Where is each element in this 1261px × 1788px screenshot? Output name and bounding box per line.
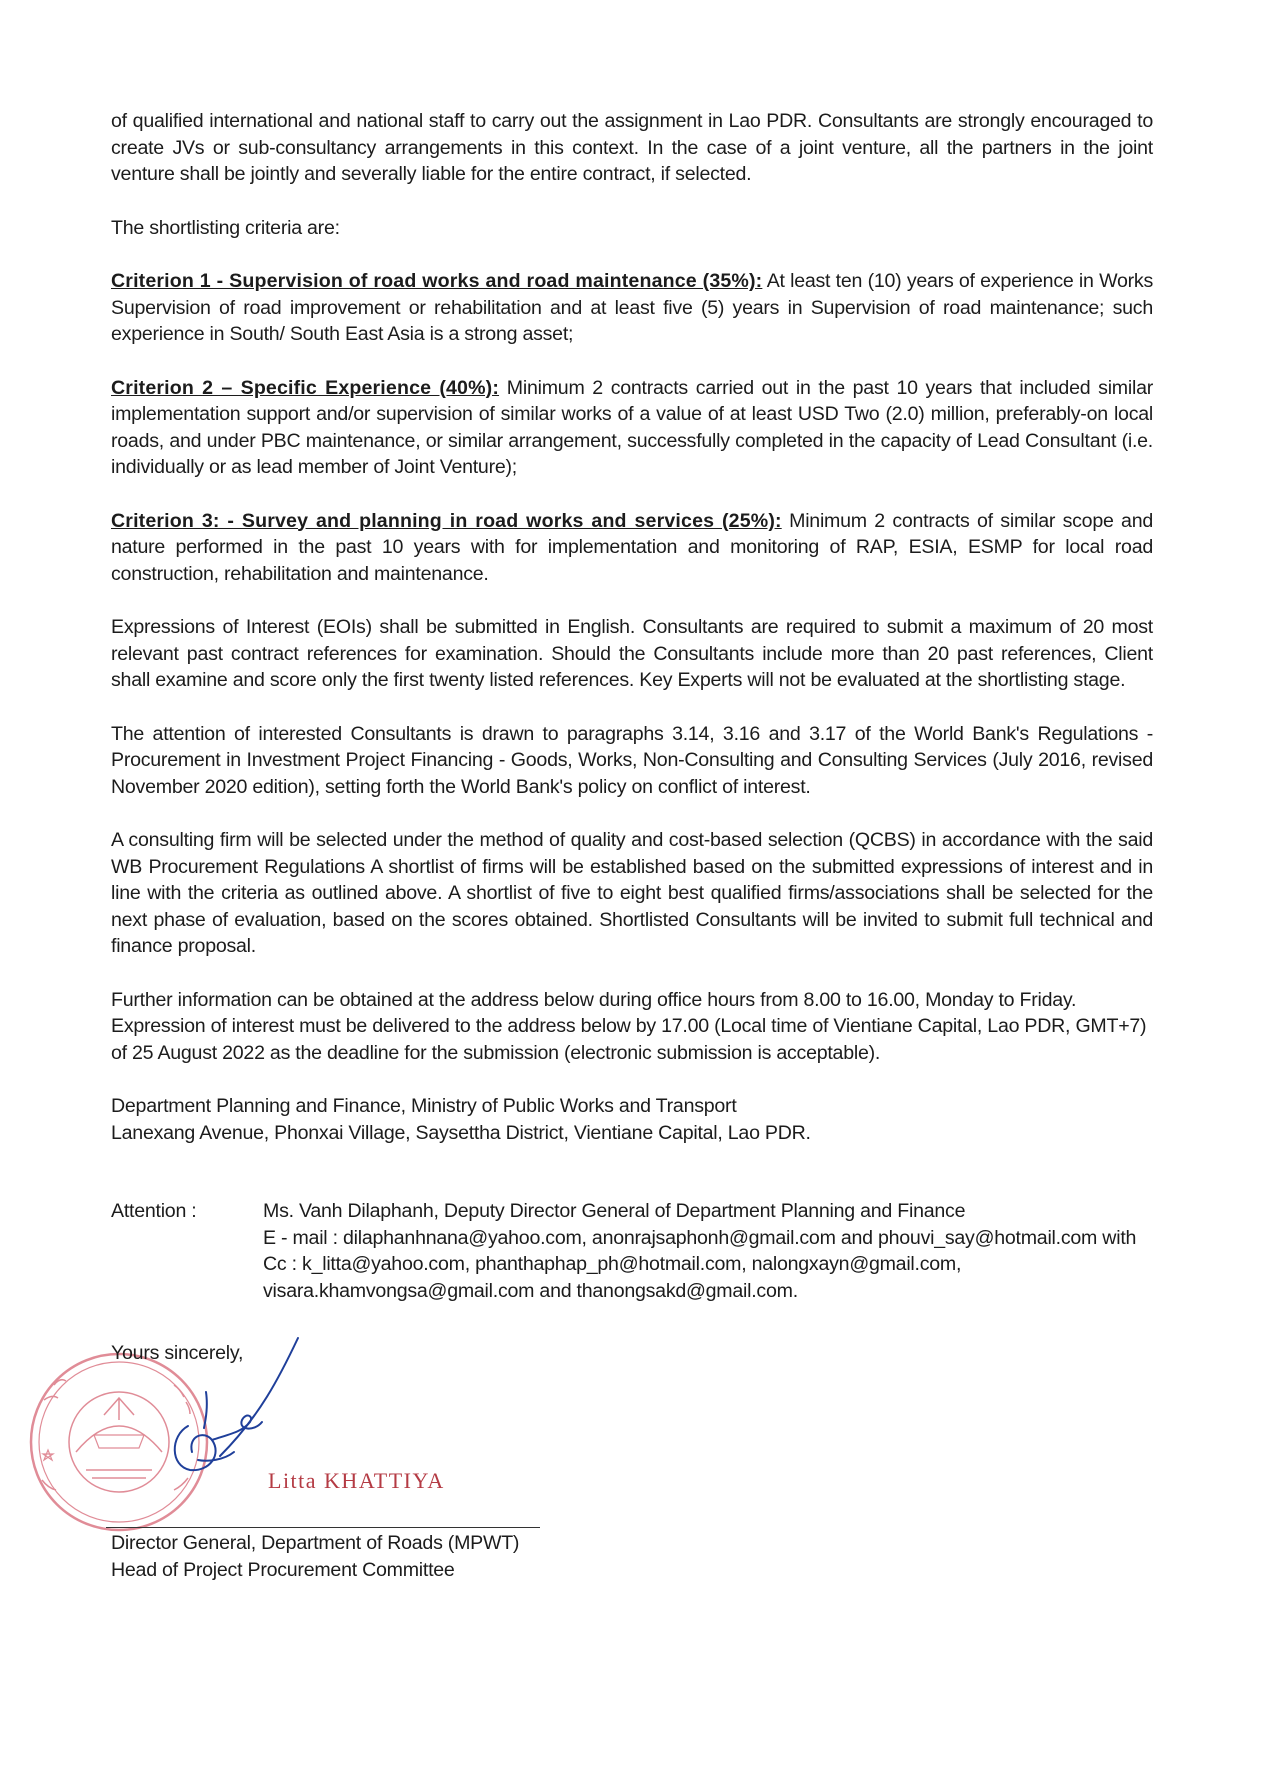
criterion-1-label: Criterion 1 - Supervision of road works and road maintenance (35%): bbox=[111, 270, 763, 292]
attention-email: E - mail : dilaphanhnana@yahoo.com, anonrajsaphonh@gmail.com and phouvi_say@hotmail.com with bbox=[263, 1226, 1137, 1249]
attention-label: Attention : bbox=[111, 1200, 197, 1222]
criterion-3-label: Criterion 3: - Survey and planning in road works and services (25%): bbox=[111, 509, 782, 532]
signatory-title: Director General, Department of Roads (MPWT) bbox=[111, 1532, 520, 1554]
address-block bbox=[111, 1093, 1153, 1146]
eoi-paragraph: Expressions of Interest (EOIs) shall be submitted in English. Consultants are required to submit a maximum of 20 most relevant past contract references for examination. Should the Consultants include more than 20 past references, Client shall examine and score only the first twenty listed references. Key Experts will not be evaluated at the shortlisting stage. bbox=[111, 616, 1153, 691]
address-line-1: Department Planning and Finance, Ministry of Public Works and Transport bbox=[111, 1095, 737, 1117]
criterion-1-text: At least ten (10) years of experience in Works Supervision of road improvement or rehabilitation and at least five (5) years in Supervision of road maintenance; such experience in South/ South East Asia is a strong asset; bbox=[111, 270, 1153, 345]
criterion-2-label: Criterion 2 – Specific Experience (40%): bbox=[111, 376, 500, 399]
selection-method-paragraph: A consulting firm will be selected under the method of quality and cost-based selection (QCBS) in accordance with the said WB Procurement Regulations A shortlist of firms will be established based on the submitted expressions of interest and in line with the criteria as outlined above. A shortlist of five to eight best qualified firms/associations shall be selected for the next phase of evaluation, based on the scores obtained. Shortlisted Consultants will be invited to submit full technical and finance proposal. bbox=[111, 829, 1153, 957]
intro-paragraph: of qualified international and national staff to carry out the assignment in Lao PDR. Consultants are strongly encouraged to create JVs or sub-consultancy arrangements in this context. In the case of a joint venture, all the partners in the joint venture shall be jointly and severally liable for the entire contract, if selected. bbox=[111, 110, 1153, 185]
letter-body bbox=[111, 108, 1153, 1304]
attention-contact: Ms. Vanh Dilaphanh, Deputy Director General of Department Planning and Finance bbox=[263, 1200, 966, 1222]
criteria-heading: The shortlisting criteria are: bbox=[111, 216, 340, 239]
conflict-of-interest-paragraph: The attention of interested Consultants is drawn to paragraphs 3.14, 3.16 and 3.17 of the World Bank's Regulations - Procurement in Investment Project Financing - Goods, Works, Non-Consulting and Consulting Services (July 2016, revised November 2020 edition), setting forth the World Bank's policy on conflict of interest. bbox=[111, 722, 1153, 798]
attention-cc-continued: visara.khamvongsa@gmail.com and thanongsakd@gmail.com. bbox=[263, 1279, 798, 1302]
criterion-2-text: Minimum 2 contracts carried out in the past 10 years that included similar implementation support and/or supervision of similar works of a value of at least USD Two (2.0) million, preferably-on local roads, and under PBC maintenance, or similar arrangement, successfully completed in the capacity of Lead Consultant (i.e. individually or as lead member of Joint Venture); bbox=[111, 376, 1153, 478]
signature-line bbox=[106, 1527, 540, 1528]
signatory-block bbox=[111, 1530, 519, 1583]
criterion-3 bbox=[111, 508, 1153, 588]
attention-lines bbox=[263, 1198, 1136, 1304]
signatory-name: Litta KHATTIYA bbox=[268, 1468, 445, 1493]
submission-deadline-paragraph: Further information can be obtained at the address below during office hours from 8.00 to 16.00, Monday to Friday. Expression of interest must be delivered to the address below by 17.00 (Local time of Vientiane Capital, Lao PDR, GMT+7) of 25 August 2022 as the deadline for the submission (electronic submission is acceptable). bbox=[111, 988, 1147, 1064]
address-line-2: Lanexang Avenue, Phonxai Village, Saysettha District, Vientiane Capital, Lao PDR. bbox=[111, 1121, 811, 1144]
attention-cc: Cc : k_litta@yahoo.com, phanthaphap_ph@hotmail.com, nalongxayn@gmail.com, bbox=[263, 1253, 962, 1275]
criterion-3-text: Minimum 2 contracts of similar scope and nature performed in the past 10 years with for implementation and monitoring of RAP, ESIA, ESMP for local road construction, rehabilitation and maintenance. bbox=[111, 509, 1153, 585]
signatory-role: Head of Project Procurement Committee bbox=[111, 1558, 455, 1581]
attention-block bbox=[111, 1198, 1153, 1304]
criterion-2 bbox=[111, 375, 1153, 481]
closing-salutation: Yours sincerely, bbox=[111, 1342, 244, 1364]
criterion-1 bbox=[111, 268, 1153, 348]
